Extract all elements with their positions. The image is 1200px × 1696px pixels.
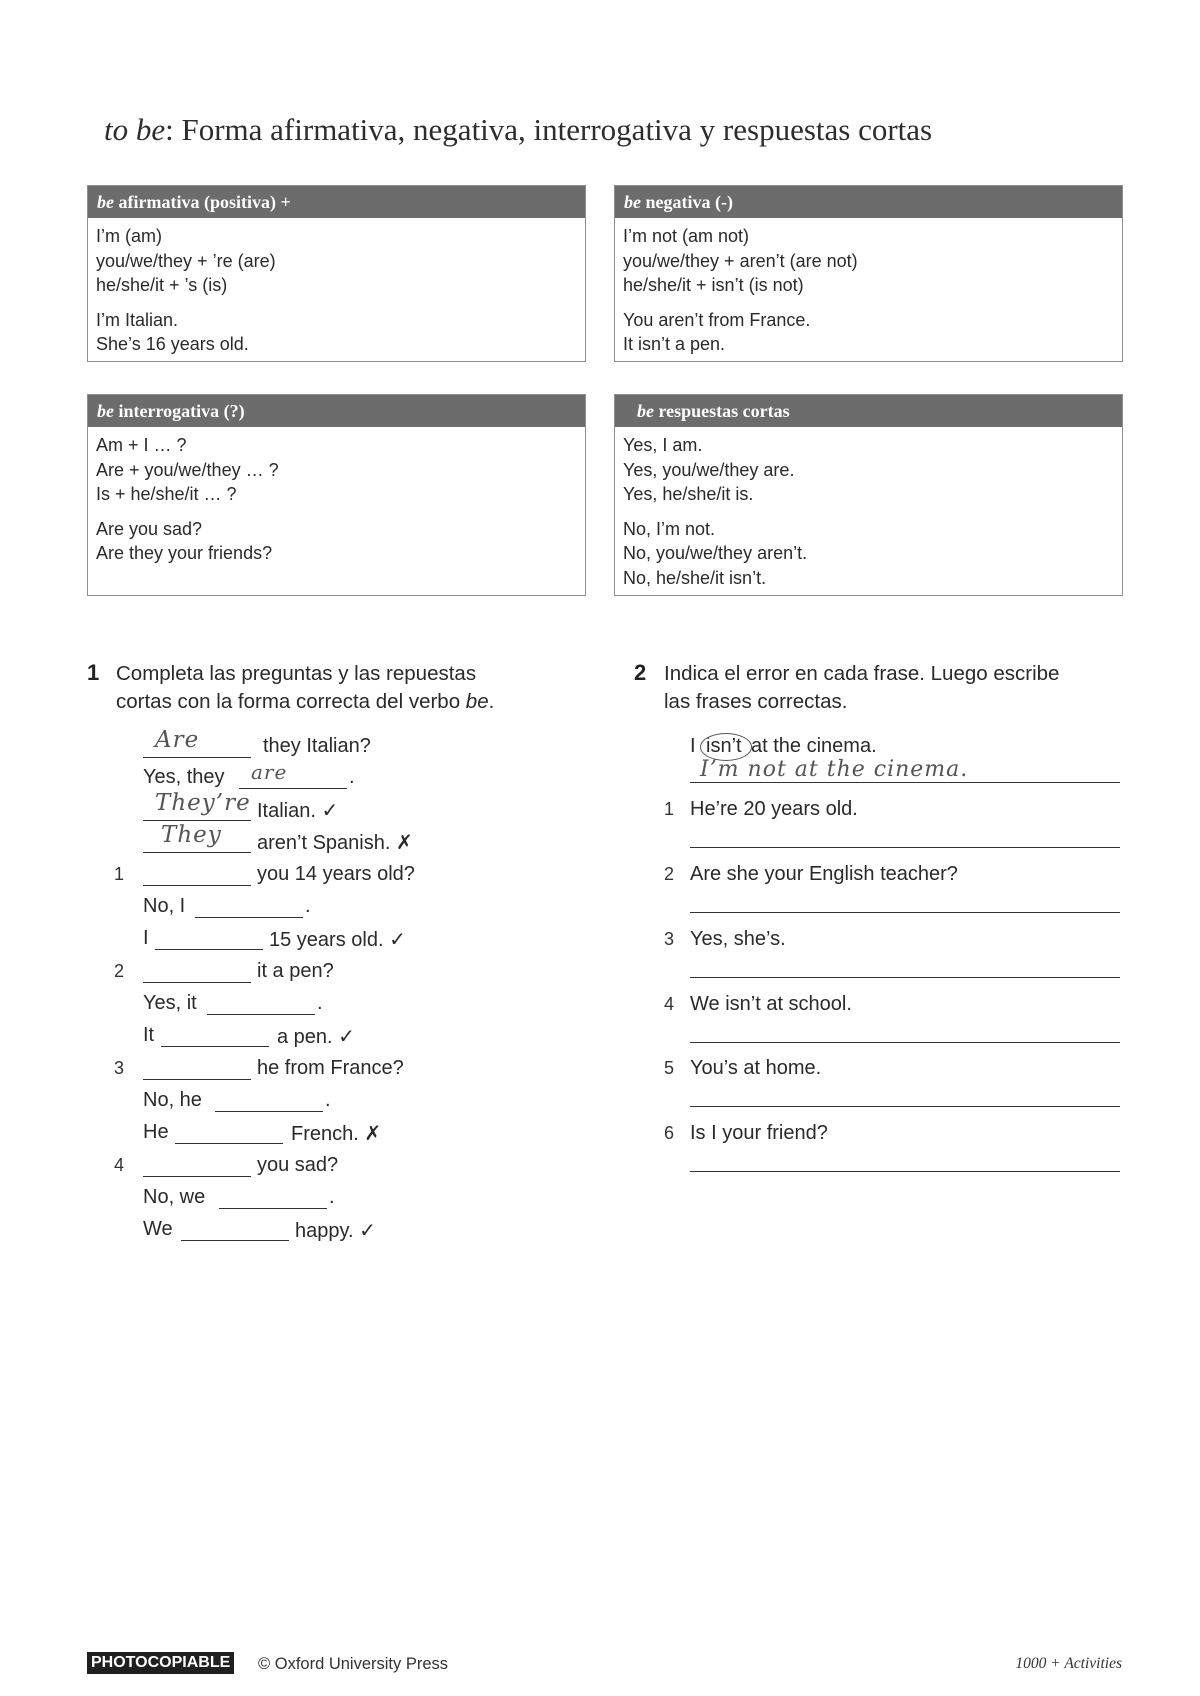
rule-line: he/she/it + ’s (is) <box>96 275 228 295</box>
answer-prefix: Yes, it <box>143 992 197 1014</box>
answer-text: French. ✗ <box>291 1123 382 1145</box>
answer-prefix: No, we <box>143 1186 206 1208</box>
series-title: 1000 + Activities <box>1015 1655 1122 1672</box>
writing-line[interactable] <box>690 1106 1120 1107</box>
example-line: No, he/she/it isn’t. <box>623 567 767 588</box>
title-rest: : Forma afirmativa, negativa, interrogativa y respuestas cortas <box>165 112 933 147</box>
answer-end: . <box>329 1186 335 1208</box>
item-number: 2 <box>664 864 675 884</box>
answer-blank[interactable] <box>143 863 251 886</box>
item-number: 5 <box>664 1058 675 1078</box>
rule-line: Is + he/she/it … ? <box>96 484 237 504</box>
item-2-question <box>114 960 574 992</box>
handwritten-answer: Are <box>155 727 200 753</box>
handwritten-correction: I’m not at the cinema. <box>700 757 969 782</box>
answer-end: . <box>325 1089 331 1111</box>
box-interrogative-header <box>88 395 585 427</box>
answer-prefix: It <box>143 1024 155 1046</box>
item-4-answer-1 <box>143 1186 563 1218</box>
copyright-text: © Oxford University Press <box>258 1655 449 1673</box>
answer-prefix: No, I <box>143 895 186 917</box>
answer-text: Italian. ✓ <box>257 800 339 822</box>
item-1-answer-1 <box>143 895 563 927</box>
question-text: you sad? <box>257 1154 339 1176</box>
header-be: be <box>624 192 641 212</box>
exercise-2-instruction <box>664 660 1124 716</box>
answer-prefix: I <box>143 927 149 949</box>
box-negative <box>614 185 1123 362</box>
answer-text: a pen. ✓ <box>277 1026 355 1048</box>
error-word: isn’t <box>706 735 742 757</box>
box-short-answers-header <box>615 395 1122 427</box>
item-3-answer-2 <box>143 1121 563 1153</box>
answer-prefix: Yes, they <box>143 766 225 788</box>
header-label: respuestas cortas <box>658 401 790 421</box>
answer-prefix: He <box>143 1121 169 1143</box>
writing-line[interactable] <box>690 1042 1120 1043</box>
ex2-item-2 <box>664 863 1124 895</box>
rule-line: Yes, I am. <box>623 435 703 455</box>
question-text: he from France? <box>257 1057 404 1079</box>
example-line: No, I’m not. <box>623 518 716 539</box>
page-title <box>104 112 1124 148</box>
item-number: 2 <box>114 961 125 981</box>
rule-line: you/we/they + aren’t (are not) <box>623 250 858 271</box>
exercise-2-number: 2 <box>634 660 647 685</box>
ex2-item-5 <box>664 1057 1124 1089</box>
answer-blank[interactable] <box>215 1089 323 1112</box>
item-number: 3 <box>114 1058 125 1078</box>
photocopiable-badge: PHOTOCOPIABLE <box>87 1652 234 1674</box>
writing-line[interactable] <box>690 847 1120 848</box>
answer-text: 15 years old. ✓ <box>269 929 406 951</box>
ex2-item-3 <box>664 928 1124 960</box>
rule-line: I’m (am) <box>96 226 162 246</box>
exercise-1-instruction <box>116 660 566 716</box>
example-line: I’m Italian. <box>96 309 179 330</box>
answer-blank[interactable] <box>175 1121 283 1144</box>
exercise-1-number: 1 <box>87 660 100 685</box>
ex2-item-1 <box>664 798 1124 830</box>
writing-line[interactable] <box>690 1171 1120 1172</box>
answer-blank[interactable] <box>181 1218 289 1241</box>
instruction-line: cortas con la forma correcta del verbo be. <box>116 690 495 713</box>
example-question-row <box>143 727 563 767</box>
header-label: interrogativa (?) <box>118 401 245 421</box>
rule-line: Are + you/we/they … ? <box>96 459 279 480</box>
item-4-question <box>114 1154 574 1186</box>
item-number: 4 <box>114 1155 125 1175</box>
answer-text: aren’t Spanish. ✗ <box>257 832 413 854</box>
item-4-answer-2 <box>143 1218 563 1250</box>
header-label: negativa (-) <box>645 192 733 212</box>
answer-blank[interactable] <box>143 960 251 983</box>
instruction-line: las frases correctas. <box>664 690 848 713</box>
sentence-text: Is I your friend? <box>690 1122 828 1144</box>
ex2-item-4 <box>664 993 1124 1025</box>
box-short-answers <box>614 394 1123 596</box>
answer-prefix: No, he <box>143 1089 202 1111</box>
answer-blank[interactable] <box>143 1154 251 1177</box>
item-2-answer-2 <box>143 1024 563 1056</box>
handwritten-answer: are <box>251 760 288 784</box>
answer-blank[interactable] <box>155 927 263 950</box>
rule-line: Yes, you/we/they are. <box>623 459 795 480</box>
sentence-text: You’s at home. <box>690 1057 822 1079</box>
item-number: 4 <box>664 994 675 1014</box>
answer-end: . <box>317 992 323 1014</box>
example-line: Are they your friends? <box>96 543 273 563</box>
item-number: 1 <box>664 799 675 819</box>
header-be: be <box>97 192 114 212</box>
header-be: be <box>637 401 654 421</box>
answer-blank[interactable] <box>219 1186 327 1209</box>
writing-line[interactable] <box>690 912 1120 913</box>
question-text: they Italian? <box>263 735 371 757</box>
item-3-answer-1 <box>143 1089 563 1121</box>
header-be: be <box>97 401 114 421</box>
example-line: Are you sad? <box>96 518 203 539</box>
ex2-item-6 <box>664 1122 1124 1154</box>
rule-line: I’m not (am not) <box>623 226 750 246</box>
box-affirmative-header <box>88 186 585 218</box>
answer-blank[interactable] <box>195 895 303 918</box>
instruction-line: Completa las preguntas y las repuestas <box>116 662 477 685</box>
example-line: It isn’t a pen. <box>623 334 726 354</box>
sentence-text: Are she your English teacher? <box>690 863 958 885</box>
answer-end: . <box>349 766 355 788</box>
question-text: you 14 years old? <box>257 863 415 885</box>
item-number: 1 <box>114 864 125 884</box>
answer-prefix: We <box>143 1218 173 1240</box>
answer-text: happy. ✓ <box>295 1220 376 1242</box>
example-line: You aren’t from France. <box>623 309 811 330</box>
sentence-text: Yes, she’s. <box>690 928 786 950</box>
sentence-post: at the cinema. <box>751 735 877 757</box>
handwritten-answer: They’re <box>155 790 251 816</box>
item-2-answer-1 <box>143 992 563 1024</box>
rule-line: Am + I … ? <box>96 435 187 455</box>
box-negative-header <box>615 186 1122 218</box>
instruction-line: Indica el error en cada frase. Luego escribe <box>664 662 1060 685</box>
writing-line[interactable] <box>690 977 1120 978</box>
sentence-text: He’re 20 years old. <box>690 798 858 820</box>
rule-line: you/we/they + ’re (are) <box>96 250 276 271</box>
item-number: 3 <box>664 929 675 949</box>
item-1-answer-2 <box>143 927 563 959</box>
box-affirmative <box>87 185 586 362</box>
handwritten-answer: They <box>161 822 222 848</box>
answer-blank[interactable] <box>161 1024 269 1047</box>
item-1-question <box>114 863 574 895</box>
example-negative-row <box>143 822 563 862</box>
answer-end: . <box>305 895 311 917</box>
item-3-question <box>114 1057 574 1089</box>
example-line: She’s 16 years old. <box>96 334 249 354</box>
box-interrogative <box>87 394 586 596</box>
writing-line[interactable] <box>690 782 1120 783</box>
rule-line: he/she/it + isn’t (is not) <box>623 275 804 295</box>
header-label: afirmativa (positiva) + <box>118 192 291 212</box>
sentence-text: We isn’t at school. <box>690 993 852 1015</box>
sentence-pre: I <box>690 735 696 757</box>
answer-blank[interactable] <box>207 992 315 1015</box>
rule-line: Yes, he/she/it is. <box>623 484 754 504</box>
answer-blank[interactable] <box>143 1057 251 1080</box>
question-text: it a pen? <box>257 960 334 982</box>
item-number: 6 <box>664 1123 675 1143</box>
example-line: No, you/we/they aren’t. <box>623 543 808 563</box>
title-italic: to be <box>104 112 166 147</box>
